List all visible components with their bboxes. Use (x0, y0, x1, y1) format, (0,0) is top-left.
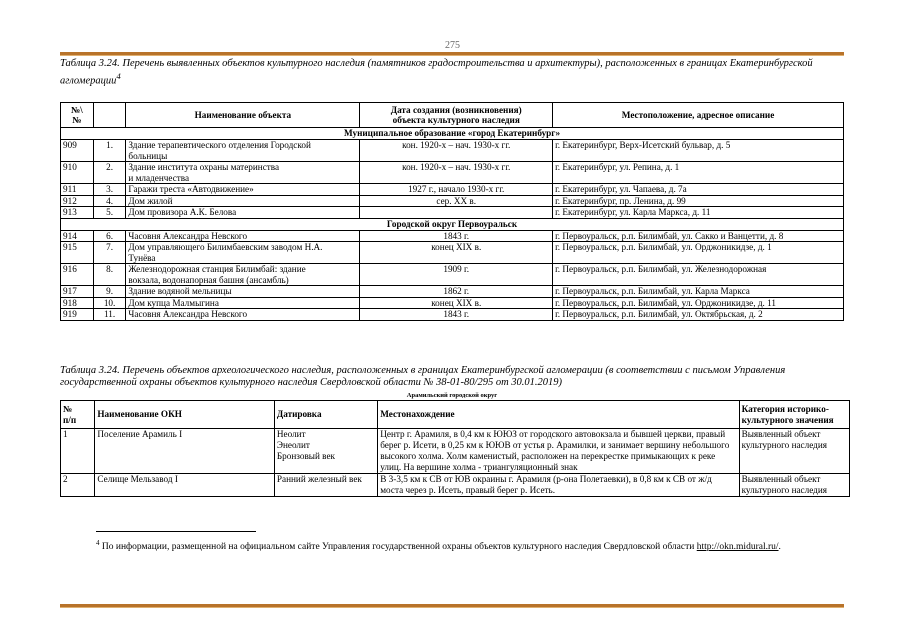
table1-cell-name: Здание водяной мельницы (126, 286, 360, 298)
table2-cell-date: Неолит Энеолит Бронзовый век (274, 429, 377, 474)
table2-row (61, 429, 850, 474)
table2 (60, 400, 850, 497)
table1-row (61, 140, 844, 162)
table1-row (61, 286, 844, 298)
table1-cell-idx: 8. (93, 264, 126, 286)
table2-body (61, 429, 850, 497)
table1-cell-date: конец XIX в. (360, 297, 553, 309)
table1-caption (60, 58, 844, 88)
table1-cell-location: г. Первоуральск, р.п. Билимбай, ул. Железнодорожная (553, 264, 844, 286)
page-number: 275 (445, 40, 460, 51)
table1-cell-date: сер. XX в. (360, 195, 553, 207)
table1-cell-idx: 7. (93, 242, 126, 264)
footnote-text: По информации, размещенной на официальном сайте Управления государственной охраны объектов культурного наследия Свердловской области (101, 542, 695, 553)
table1-cell-location: г. Первоуральск, р.п. Билимбай, ул. Сакко и Ванцетти, д. 8 (553, 230, 844, 242)
table1-cell-idx: 9. (93, 286, 126, 298)
table1-cell-num: 914 (61, 230, 94, 242)
table1-cell-name: Часовня Александра Невского (126, 230, 360, 242)
table1-cell-date: конец XIX в. (360, 242, 553, 264)
table1-cell-idx: 4. (93, 195, 126, 207)
table2-row (61, 474, 850, 497)
table2-caption-text: Перечень объектов археологического наследия, расположенных в границах Екатеринбургской агломерации (в соответствии с письмом Управления государственной охраны объектов культурного наследия Свердловской области № 38-01-80/295 от 30.01.2019) (60, 365, 786, 388)
table1-cell-name: Здание терапевтического отделения Городской больницы (126, 140, 360, 162)
table1-cell-location: г. Первоуральск, р.п. Билимбай, ул. Орджоникидзе, д. 11 (553, 297, 844, 309)
table2-cell-date: Ранний железный век (274, 474, 377, 497)
table1-row (61, 162, 844, 184)
table1-cell-date: 1862 г. (360, 286, 553, 298)
table1-cell-idx: 5. (93, 207, 126, 219)
table1-cell-num: 915 (61, 242, 94, 264)
table2-cell-category: Выявленный объект культурного наследия (739, 474, 849, 497)
table1-header-location: Местоположение, адресное описание (553, 103, 844, 128)
table1-body (61, 128, 844, 321)
table1-cell-name: Часовня Александра Невского (126, 309, 360, 321)
table1-cell-location: г. Екатеринбург, пр. Ленина, д. 99 (553, 195, 844, 207)
table1-cell-idx: 1. (93, 140, 126, 162)
table1 (60, 102, 844, 321)
table1-section-title: Муниципальное образование «город Екатеринбург» (61, 128, 844, 140)
table1-row (61, 184, 844, 196)
table1-cell-idx: 11. (93, 309, 126, 321)
table1-row (61, 195, 844, 207)
table1-cell-date: кон. 1920-х – нач. 1930-х гг. (360, 140, 553, 162)
table1-cell-location: г. Екатеринбург, ул. Карла Маркса, д. 11 (553, 207, 844, 219)
table1-cell-name: Железнодорожная станция Билимбай: здание вокзала, водонапорная башня (ансамбль) (126, 264, 360, 286)
table1-cell-num: 913 (61, 207, 94, 219)
table1-cell-date: 1843 г. (360, 230, 553, 242)
table1-cell-location: г. Екатеринбург, ул. Чапаева, д. 7а (553, 184, 844, 196)
header-rule (60, 52, 844, 56)
table1-caption-text: Перечень выявленных объектов культурного наследия (памятников градостроительства и архитектуры), расположенных в границах Екатеринбургской агломерации (60, 58, 813, 87)
table1-cell-idx: 2. (93, 162, 126, 184)
table1-header-num: №\ № (61, 103, 94, 128)
table1-row (61, 207, 844, 219)
table1-caption-label: Таблица 3.24. (60, 58, 120, 69)
table1-caption-footnote-ref[interactable]: 4 (116, 71, 121, 81)
table1-cell-location: г. Первоуральск, р.п. Билимбай, ул. Октябрьская, д. 2 (553, 309, 844, 321)
table1-section-row (61, 218, 844, 230)
table2-header-row (61, 401, 850, 429)
table1-cell-location: г. Екатеринбург, ул. Репина, д. 1 (553, 162, 844, 184)
table1-cell-name: Дом купца Малмыгина (126, 297, 360, 309)
table1-section-title: Городской округ Первоуральск (61, 218, 844, 230)
table2-caption-label: Таблица 3.24. (60, 365, 120, 376)
table1-cell-name: Дом управляющего Билимбаевским заводом Н.А. Тунёва (126, 242, 360, 264)
table2-cell-num: 2 (61, 474, 95, 497)
table1-cell-num: 911 (61, 184, 94, 196)
table2-cell-location: Центр г. Арамиля, в 0,4 км к ЮЮЗ от городского автовокзала и бывшей церкви, правый берег р. Исети, в 0,25 км к ЮЮВ от устья р. Арамилки, и занимает вершину небольшого высокого холма. Холм каменистый, расположен на перекрестке примыкающих к реке улиц. На вершине холма - триангуляционный знак (378, 429, 739, 474)
table1-cell-location: г. Екатеринбург, Верх-Исетский бульвар, д. 5 (553, 140, 844, 162)
table2-header-location: Местонахождение (378, 401, 739, 429)
table1-header-idx (93, 103, 126, 128)
table2-cell-location: В 3-3,5 км к СВ от ЮВ окраины г. Арамиля (р-она Полетаевки), в 0,8 км к СВ от ж/д моста через р. Исеть, правый берег р. Исеть. (378, 474, 739, 497)
table1-header-date: Дата создания (возникновения) объекта культурного наследия (360, 103, 553, 128)
footer-rule (60, 604, 844, 608)
table1-cell-idx: 10. (93, 297, 126, 309)
footnote (60, 537, 844, 553)
table2-header-num: № п/п (61, 401, 95, 429)
table1-cell-idx: 6. (93, 230, 126, 242)
table1-cell-num: 912 (61, 195, 94, 207)
table2-subcaption: Арамильский городской округ (406, 392, 498, 399)
table1-cell-num: 909 (61, 140, 94, 162)
table1-cell-date (360, 207, 553, 219)
table1-cell-location: г. Первоуральск, р.п. Билимбай, ул. Орджоникидзе, д. 1 (553, 242, 844, 264)
table1-cell-num: 919 (61, 309, 94, 321)
table1-cell-name: Дом провизора А.К. Белова (126, 207, 360, 219)
table2-cell-name: Поселение Арамиль I (95, 429, 275, 474)
table1-row (61, 309, 844, 321)
table1-row (61, 297, 844, 309)
table1-header-row (61, 103, 844, 128)
table1-cell-date: 1843 г. (360, 309, 553, 321)
table2-header-name: Наименование ОКН (95, 401, 275, 429)
table1-cell-num: 917 (61, 286, 94, 298)
table2-header-category: Категория историко- культурного значения (739, 401, 849, 429)
footnote-marker: 4 (96, 539, 100, 547)
table2-caption (60, 365, 844, 389)
footnote-separator (96, 531, 256, 532)
table1-header-name: Наименование объекта (126, 103, 360, 128)
table1-cell-date: 1909 г. (360, 264, 553, 286)
table1-row (61, 264, 844, 286)
table1-cell-date: кон. 1920-х – нач. 1930-х гг. (360, 162, 553, 184)
table2-header-date: Датировка (274, 401, 377, 429)
table1-cell-num: 916 (61, 264, 94, 286)
table1-cell-idx: 3. (93, 184, 126, 196)
table1-row (61, 230, 844, 242)
table2-cell-name: Селище Мельзавод I (95, 474, 275, 497)
table2-cell-category: Выявленный объект культурного наследия (739, 429, 849, 474)
table1-row (61, 242, 844, 264)
table1-cell-num: 918 (61, 297, 94, 309)
table1-cell-name: Дом жилой (126, 195, 360, 207)
table1-section-row (61, 128, 844, 140)
table1-cell-name: Здание института охраны материнства и младенчества (126, 162, 360, 184)
table1-cell-num: 910 (61, 162, 94, 184)
table1-cell-name: Гаражи треста «Автодвижение» (126, 184, 360, 196)
table1-cell-date: 1927 г., начало 1930-х гг. (360, 184, 553, 196)
footnote-link[interactable]: http://okn.midural.ru/ (696, 542, 779, 553)
table2-cell-num: 1 (61, 429, 95, 474)
footnote-tail: . (778, 542, 781, 553)
table1-cell-location: г. Первоуральск, р.п. Билимбай, ул. Карла Маркса (553, 286, 844, 298)
